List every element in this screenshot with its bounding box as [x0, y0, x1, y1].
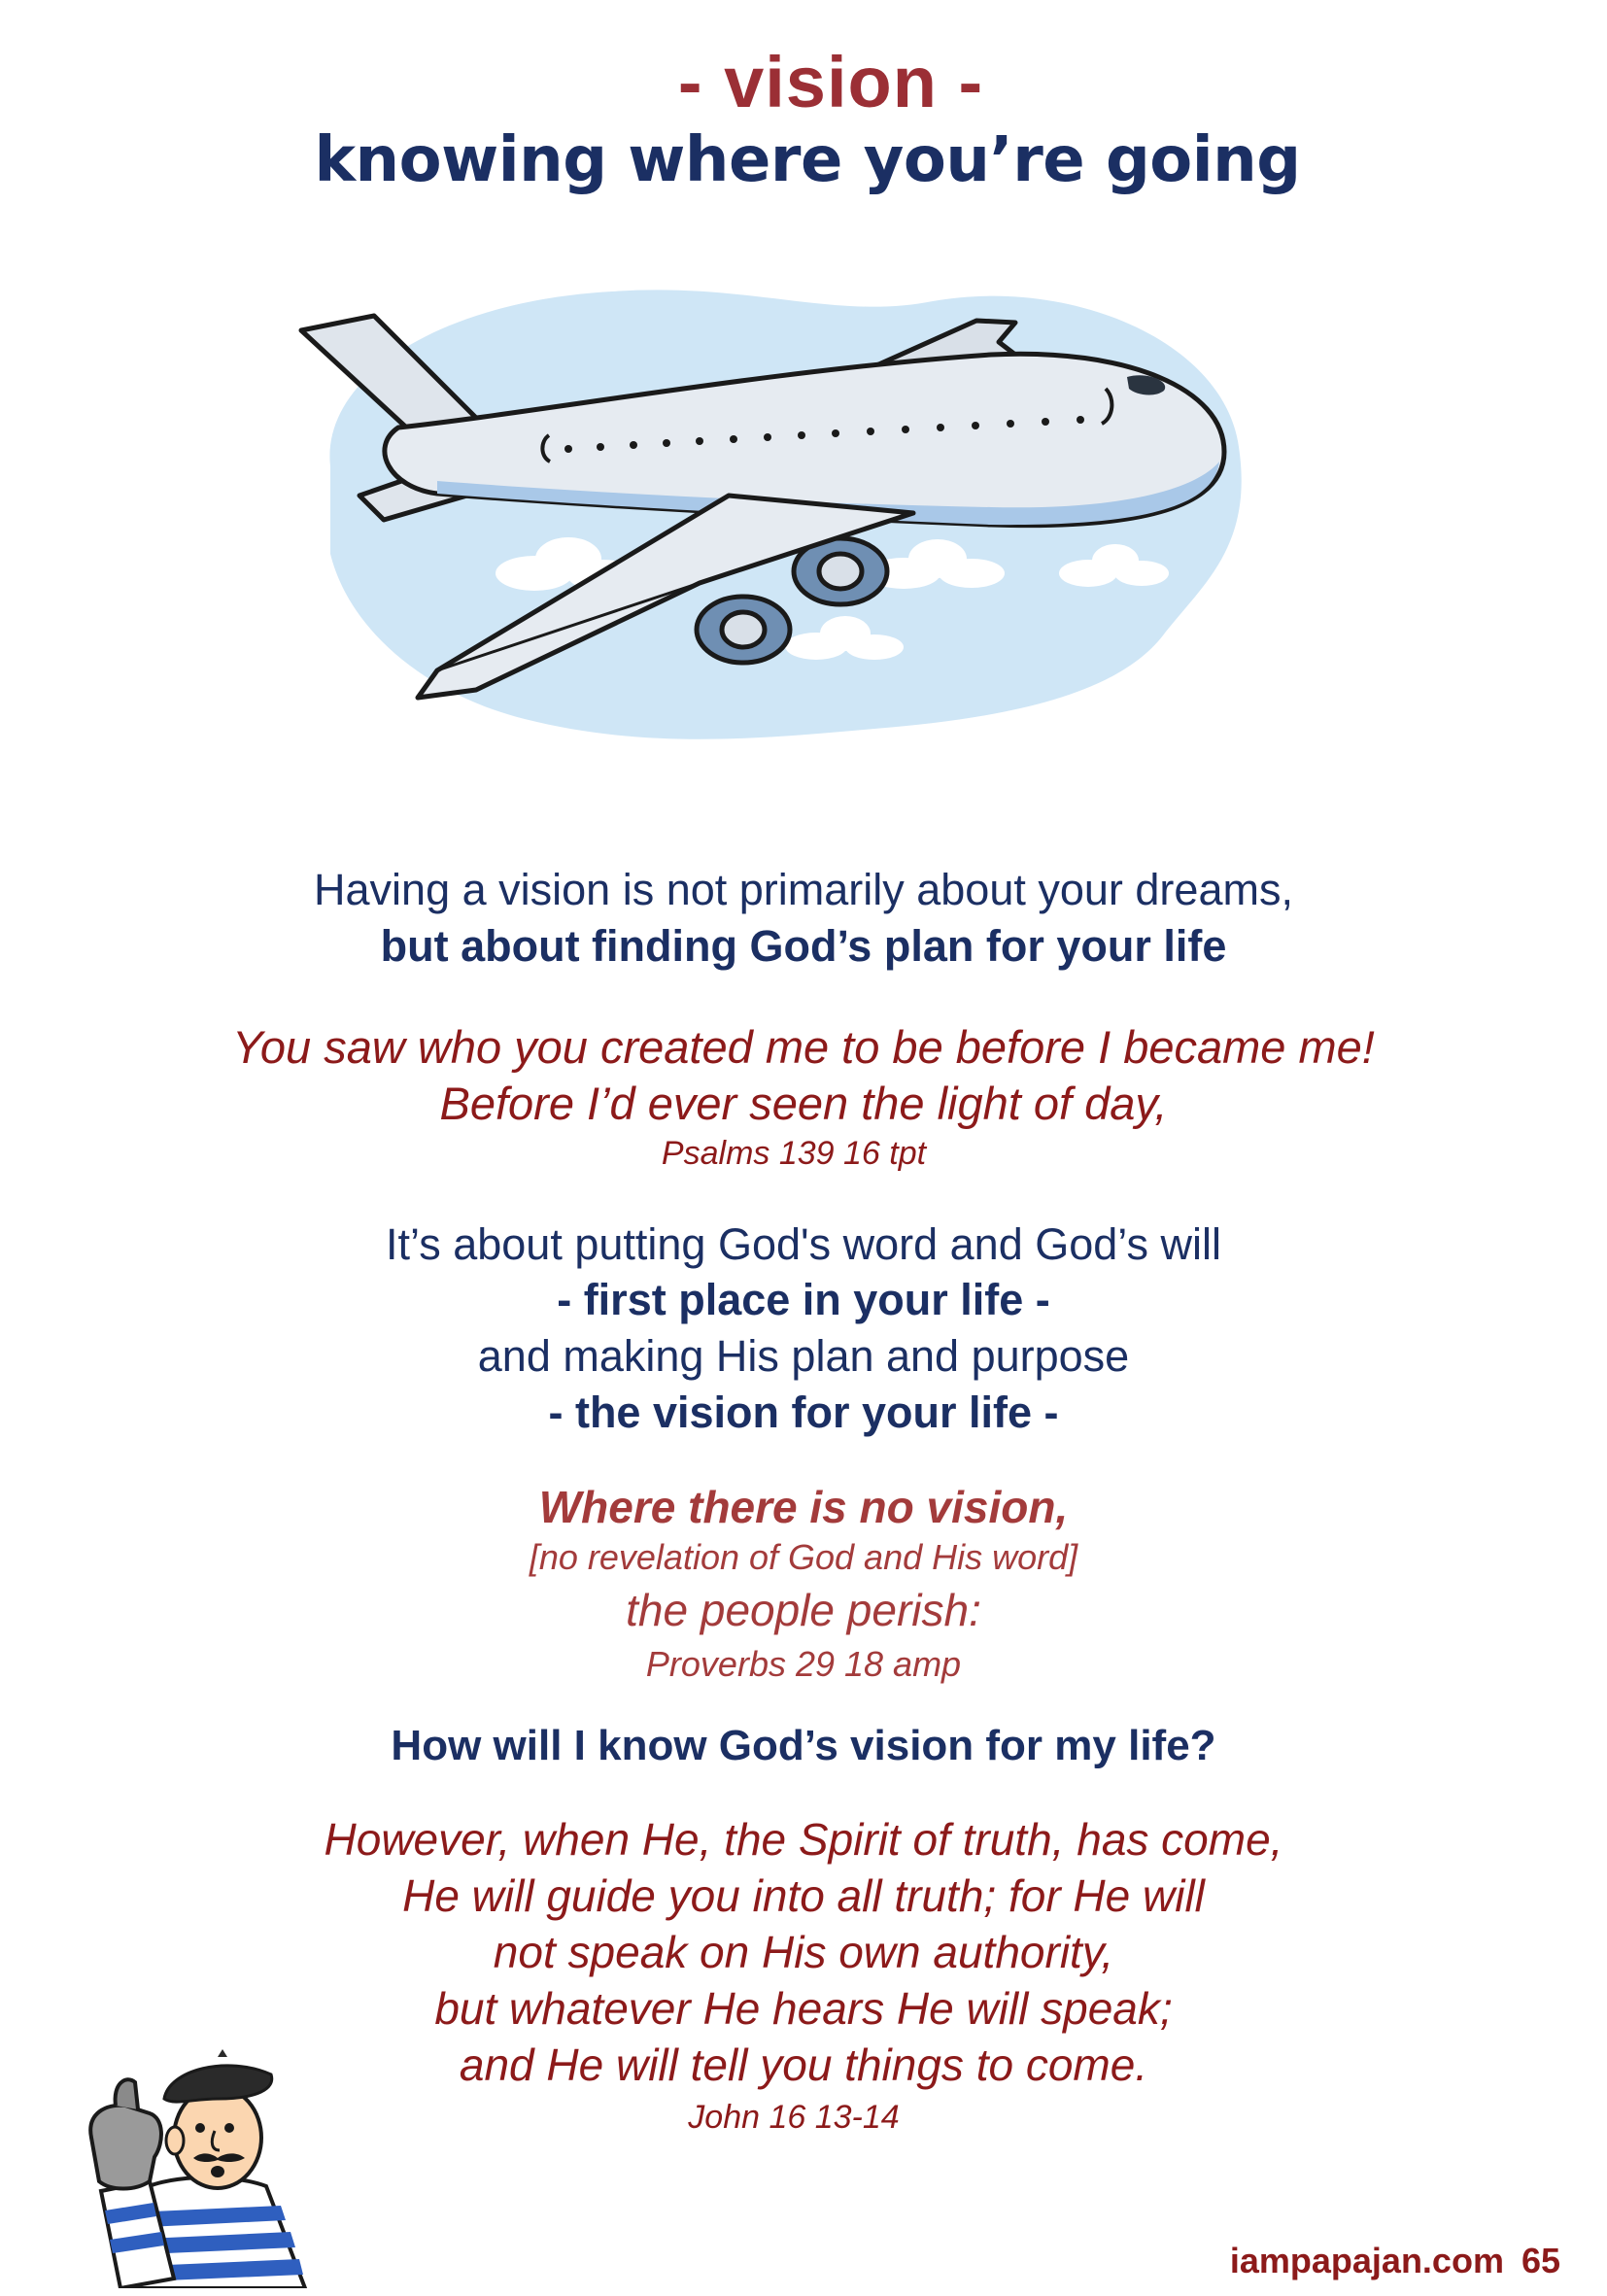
footer-website: iampapajan.com: [1229, 2241, 1504, 2280]
scripture-reference: Psalms 139 16 tpt: [661, 1135, 927, 1172]
page-footer: [1230, 2241, 1560, 2281]
body-line-emphasis: - first place in your life -: [557, 1275, 1050, 1324]
thumbs-up-icon: [90, 2079, 161, 2188]
scripture-line: Before I’d ever seen the light of day,: [439, 1078, 1168, 1129]
scripture-line: Where there is no vision,: [538, 1482, 1069, 1532]
scripture-reference: John 16 13-14: [688, 2099, 900, 2136]
scripture-line: [no revelation of God and His word]: [529, 1537, 1078, 1577]
question-heading: How will I know God’s vision for my life?: [391, 1722, 1216, 1769]
scripture-reference: Proverbs 29 18 amp: [645, 1644, 962, 1684]
airplane-illustration: [291, 262, 1263, 768]
scripture-line: the people perish:: [626, 1585, 981, 1635]
intro-line-1: Having a vision is not primarily about your dreams,: [314, 865, 1293, 914]
beret-icon: [164, 2066, 272, 2102]
scripture-line: but whatever He hears He will speak;: [434, 1983, 1173, 2034]
page-number: 65: [1521, 2241, 1560, 2280]
body-line: and making His plan and purpose: [477, 1331, 1130, 1381]
scripture-line: You saw who you created me to be before I became me!: [232, 1021, 1375, 1073]
scripture-line: However, when He, the Spirit of truth, has come,: [324, 1814, 1283, 1865]
plane-engine: [697, 597, 790, 663]
body-line-emphasis: - the vision for your life -: [548, 1388, 1059, 1437]
page-subtitle: knowing where you’re going: [314, 124, 1301, 196]
page-title: - vision -: [677, 42, 984, 122]
scripture-line: and He will tell you things to come.: [459, 2039, 1148, 2090]
body-line: It’s about putting God's word and God’s will: [386, 1219, 1221, 1269]
intro-line-2: but about finding God’s plan for your life: [380, 921, 1227, 971]
scripture-line: not speak on His own authority,: [493, 1927, 1114, 1977]
scripture-line: He will guide you into all truth; for He will: [402, 1870, 1205, 1921]
mascot-illustration: [82, 2045, 334, 2288]
